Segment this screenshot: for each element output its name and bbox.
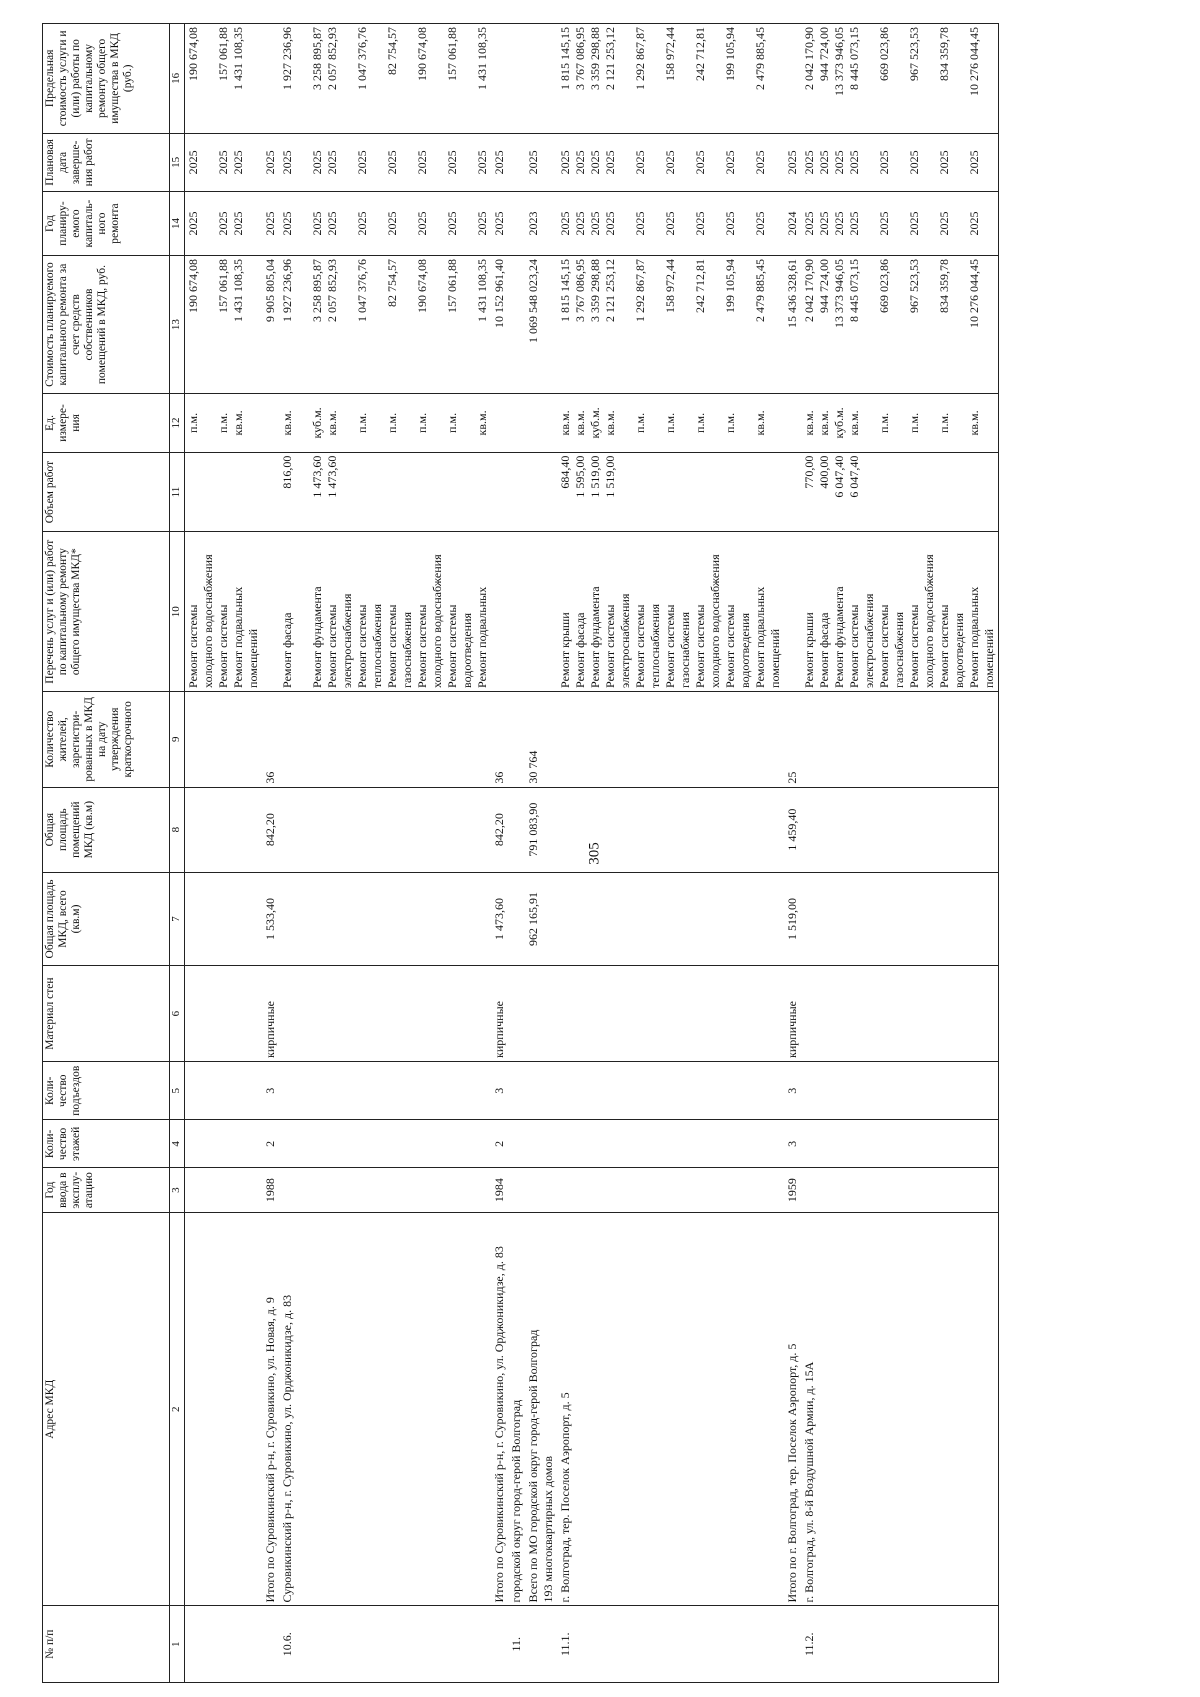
cell-area-rooms (279, 787, 491, 872)
cell-residents (279, 691, 491, 787)
header-cell: Общая площадь МКД, всего (кв.м) (43, 872, 170, 966)
column-number: 5 (170, 1061, 185, 1119)
cell-end-date: 2025 (525, 133, 557, 191)
cell-floors (279, 1120, 491, 1168)
column-number: 15 (170, 133, 185, 191)
header-cell: Адрес МКД (43, 1212, 170, 1605)
cell-plan-year: 2025 2025 2025 2025 2025 2025 2025 2025 (279, 192, 491, 256)
cell-end-date: 2025 2025 2025 2025 2025 2025 2025 2025 (279, 133, 491, 191)
cell-floors (508, 1120, 525, 1168)
table-row (525, 24, 557, 1683)
rotated-page (42, 23, 1172, 1683)
table-row (262, 24, 279, 1683)
header-cell: Количество жителей, зарегистри- рованных в МКД на дату утверждения краткосрочного (43, 691, 170, 787)
header-cell: Стоимость планируемого капитального ремонта за счет средств собственников помещений в МКД, руб. (43, 255, 170, 393)
cell-address (185, 1212, 263, 1605)
cell-entrances (525, 1061, 557, 1119)
cell-floors: 3 (784, 1120, 801, 1168)
column-number: 1 (170, 1606, 185, 1683)
cell-end-date: 2025 2025 2025 2025 2025 2025 2025 2025 (801, 133, 999, 191)
header-row (43, 24, 170, 1683)
cell-cost: 1 927 236,96 3 258 895,87 2 057 852,93 1 047 376,76 82 754,57 190 674,08 157 061,88 1 431 108,35 (279, 255, 491, 393)
cell-cost (508, 255, 525, 393)
capital-repair-table (42, 23, 999, 1683)
cell-plan-year: 2025 2025 2025 2025 2025 2025 2025 2025 (801, 192, 999, 256)
cell-works: Ремонт крыши Ремонт фасада Ремонт фундамента Ремонт системы электроснабжения Ремонт системы газоснабжения Ремонт системы холодного водоснабжения Ремонт системы водоотведения Ремонт подвальных помещений (801, 532, 999, 692)
cell-limit: 1 815 145,15 3 767 086,95 3 359 298,88 2 121 253,12 1 292 867,87 158 972,44 242 712,81 199 105,94 2 479 885,45 (557, 24, 784, 134)
column-number: 7 (170, 872, 185, 966)
cell-year (801, 1168, 999, 1213)
cell-year: 1984 (491, 1168, 508, 1213)
cell-unit (262, 394, 279, 452)
cell-works: Ремонт фасада Ремонт фундамента Ремонт системы электроснабжения Ремонт системы теплоснабжения Ремонт системы газоснабжения Ремонт системы холодного водоснабжения Ремонт системы водоотведения Ремонт подвальных (279, 532, 491, 692)
cell-plan-year (508, 192, 525, 256)
cell-year: 1959 (784, 1168, 801, 1213)
cell-address: Всего по МО городской округ город-герой Волгоград 193 многоквартирных домов (525, 1212, 557, 1605)
cell-unit: кв.м. куб.м. кв.м. п.м. п.м. п.м. п.м. кв.м. (279, 394, 491, 452)
cell-area-rooms: 1 459,40 (784, 787, 801, 872)
cell-no (525, 1606, 557, 1683)
table-row (784, 24, 801, 1683)
cell-walls: кирпичные (784, 966, 801, 1062)
cell-address: г. Волгоград, ул. 8-й Воздушной Армии, д. 15А (801, 1212, 999, 1605)
cell-plan-year: 2025 (491, 192, 508, 256)
header-cell: Год планиру- емого капиталь- ного ремонта (43, 192, 170, 256)
cell-area-rooms (801, 787, 999, 872)
cell-area-rooms (557, 787, 784, 872)
cell-limit (784, 24, 801, 134)
cell-floors (801, 1120, 999, 1168)
cell-area-total (801, 872, 999, 966)
cell-entrances (279, 1061, 491, 1119)
cell-limit: 190 674,08 157 061,88 1 431 108,35 (185, 24, 263, 134)
table-row (491, 24, 508, 1683)
cell-year (508, 1168, 525, 1213)
cell-entrances (801, 1061, 999, 1119)
cell-entrances (508, 1061, 525, 1119)
cell-area-rooms (508, 787, 525, 872)
cell-volume (784, 452, 801, 532)
cell-residents (557, 691, 784, 787)
page-number: 305 (586, 842, 603, 865)
cell-residents: 36 (491, 691, 508, 787)
cell-no: 11. (508, 1606, 525, 1683)
cell-cost: 9 905 805,04 (262, 255, 279, 393)
cell-volume (525, 452, 557, 532)
header-cell: Общая площадь помещений МКД (кв.м) (43, 787, 170, 872)
cell-limit: 2 042 170,90 944 724,00 13 373 946,05 8 445 073,15 669 023,86 967 523,53 834 359,78 10 276 044,45 (801, 24, 999, 134)
cell-unit: кв.м. кв.м. куб.м. кв.м. п.м. п.м. п.м. п.м. кв.м. (557, 394, 784, 452)
cell-works (784, 532, 801, 692)
cell-volume: 770,00 400,00 6 047,40 6 047,40 (801, 452, 999, 532)
cell-volume (508, 452, 525, 532)
cell-year: 1988 (262, 1168, 279, 1213)
cell-end-date: 2025 (491, 133, 508, 191)
column-number: 14 (170, 192, 185, 256)
cell-plan-year: 2025 2025 2025 (185, 192, 263, 256)
column-number: 12 (170, 394, 185, 452)
cell-unit (525, 394, 557, 452)
cell-works (525, 532, 557, 692)
cell-limit (491, 24, 508, 134)
cell-volume (185, 452, 263, 532)
cell-floors (185, 1120, 263, 1168)
cell-area-total: 1 473,60 (491, 872, 508, 966)
table-row (185, 24, 263, 1683)
cell-works (491, 532, 508, 692)
cell-year (557, 1168, 784, 1213)
cell-floors (525, 1120, 557, 1168)
cell-year (185, 1168, 263, 1213)
cell-cost: 1 069 548 023,24 (525, 255, 557, 393)
cell-no (262, 1606, 279, 1683)
cell-works (508, 532, 525, 692)
cell-works: Ремонт крыши Ремонт фасада Ремонт фундамента Ремонт системы электроснабжения Ремонт системы теплоснабжения Ремонт системы газоснабжения Ремонт системы холодного водоснабжения Ремонт системы водоотведения Ремонт подвальных помещений (557, 532, 784, 692)
cell-area-total (508, 872, 525, 966)
cell-area-rooms: 842,20 (491, 787, 508, 872)
cell-year (279, 1168, 491, 1213)
cell-address: Суровикинский р-н, г. Суровикино, ул. Орджоникидзе, д. 83 (279, 1212, 491, 1605)
cell-residents (801, 691, 999, 787)
cell-no (491, 1606, 508, 1683)
column-number: 8 (170, 787, 185, 872)
table-row (279, 24, 491, 1683)
cell-residents (185, 691, 263, 787)
cell-entrances: 3 (262, 1061, 279, 1119)
table-row (557, 24, 784, 1683)
column-number: 10 (170, 532, 185, 692)
cell-area-rooms: 791 083,90 (525, 787, 557, 872)
cell-area-total (185, 872, 263, 966)
cell-plan-year: 2023 (525, 192, 557, 256)
column-number: 11 (170, 452, 185, 532)
column-number: 13 (170, 255, 185, 393)
cell-limit: 1 927 236,96 3 258 895,87 2 057 852,93 1 047 376,76 82 754,57 190 674,08 157 061,88 1 431 108,35 (279, 24, 491, 134)
cell-floors: 2 (262, 1120, 279, 1168)
cell-no (185, 1606, 263, 1683)
cell-end-date: 2025 2025 2025 2025 2025 2025 2025 2025 2025 (557, 133, 784, 191)
cell-entrances (557, 1061, 784, 1119)
table-row (801, 24, 999, 1683)
cell-walls: кирпичные (262, 966, 279, 1062)
header-cell: Плановая дата заверше- ния работ (43, 133, 170, 191)
header-cell: Коли- чество этажей (43, 1120, 170, 1168)
cell-plan-year: 2025 2025 2025 2025 2025 2025 2025 2025 2025 (557, 192, 784, 256)
cell-volume (262, 452, 279, 532)
cell-area-total: 962 165,91 (525, 872, 557, 966)
cell-end-date: 2025 (262, 133, 279, 191)
cell-address: Итого по Суровикинский р-н, г. Суровикино, ул. Новая, д. 9 (262, 1212, 279, 1605)
cell-end-date: 2025 (784, 133, 801, 191)
cell-volume (491, 452, 508, 532)
cell-entrances (185, 1061, 263, 1119)
table-body (185, 24, 999, 1683)
cell-residents: 25 (784, 691, 801, 787)
cell-area-total: 1 519,00 (784, 872, 801, 966)
cell-entrances: 3 (784, 1061, 801, 1119)
header-cell: № п/п (43, 1606, 170, 1683)
cell-unit (491, 394, 508, 452)
cell-cost: 2 042 170,90 944 724,00 13 373 946,05 8 445 073,15 669 023,86 967 523,53 834 359,78 10 276 044,45 (801, 255, 999, 393)
cell-no: 11.1. (557, 1606, 784, 1683)
header-cell: Материал стен (43, 966, 170, 1062)
cell-volume: 816,00 1 473,60 1 473,60 (279, 452, 491, 532)
cell-walls (557, 966, 784, 1062)
cell-cost: 15 436 328,61 (784, 255, 801, 393)
column-number: 4 (170, 1120, 185, 1168)
cell-limit (525, 24, 557, 134)
cell-residents (508, 691, 525, 787)
cell-no (784, 1606, 801, 1683)
column-number: 16 (170, 24, 185, 134)
cell-residents: 36 (262, 691, 279, 787)
cell-entrances: 3 (491, 1061, 508, 1119)
cell-walls (508, 966, 525, 1062)
cell-walls (279, 966, 491, 1062)
cell-address: городской округ город-герой Волгоград (508, 1212, 525, 1605)
cell-no: 11.2. (801, 1606, 999, 1683)
cell-plan-year: 2025 (262, 192, 279, 256)
column-number: 2 (170, 1212, 185, 1605)
cell-walls: кирпичные (491, 966, 508, 1062)
cell-address: Итого по г. Волгоград, тер. Поселок Аэропорт, д. 5 (784, 1212, 801, 1605)
cell-end-date (508, 133, 525, 191)
cell-volume: 684,40 1 595,00 1 519,00 1 519,00 (557, 452, 784, 532)
cell-unit: кв.м. кв.м. куб.м. кв.м. п.м. п.м. п.м. кв.м. (801, 394, 999, 452)
cell-works: Ремонт системы холодного водоснабжения Ремонт системы Ремонт подвальных помещений (185, 532, 263, 692)
cell-limit (508, 24, 525, 134)
cell-area-total (557, 872, 784, 966)
cell-address: г. Волгоград, тер. Поселок Аэропорт, д. 5 (557, 1212, 784, 1605)
cell-residents: 30 764 (525, 691, 557, 787)
cell-cost: 190 674,08 157 061,88 1 431 108,35 (185, 255, 263, 393)
cell-floors: 2 (491, 1120, 508, 1168)
cell-unit (508, 394, 525, 452)
header-cell: Год ввода в эксплу- атацию (43, 1168, 170, 1213)
column-number: 9 (170, 691, 185, 787)
cell-area-rooms: 842,20 (262, 787, 279, 872)
header-cell: Перечень услуг и (или) работ по капитальному ремонту общего имущества МКД* (43, 532, 170, 692)
cell-area-rooms (185, 787, 263, 872)
header-cell: Предельная стоимость услуги и (или) работы по капитальному ремонту общего имущества в МКД (руб.) (43, 24, 170, 134)
column-number-row (170, 24, 185, 1683)
cell-walls (185, 966, 263, 1062)
cell-area-total: 1 533,40 (262, 872, 279, 966)
cell-plan-year: 2024 (784, 192, 801, 256)
cell-floors (557, 1120, 784, 1168)
column-number: 3 (170, 1168, 185, 1213)
header-cell: Объем работ (43, 452, 170, 532)
cell-walls (525, 966, 557, 1062)
header-cell: Коли- чество подъездов (43, 1061, 170, 1119)
cell-end-date: 2025 2025 2025 (185, 133, 263, 191)
cell-unit (784, 394, 801, 452)
header-cell: Ед. измере- ния (43, 394, 170, 452)
cell-area-total (279, 872, 491, 966)
cell-works (262, 532, 279, 692)
cell-cost: 10 152 961,40 (491, 255, 508, 393)
cell-address: Итого по Суровикинский р-н, г. Суровикино, ул. Орджоникидзе, д. 83 (491, 1212, 508, 1605)
cell-unit: п.м. п.м. кв.м. (185, 394, 263, 452)
cell-walls (801, 966, 999, 1062)
cell-year (525, 1168, 557, 1213)
cell-no: 10.6. (279, 1606, 491, 1683)
cell-limit (262, 24, 279, 134)
table-row (508, 24, 525, 1683)
cell-cost: 1 815 145,15 3 767 086,95 3 359 298,88 2 121 253,12 1 292 867,87 158 972,44 242 712,81 199 105,94 2 479 885,45 (557, 255, 784, 393)
column-number: 6 (170, 966, 185, 1062)
